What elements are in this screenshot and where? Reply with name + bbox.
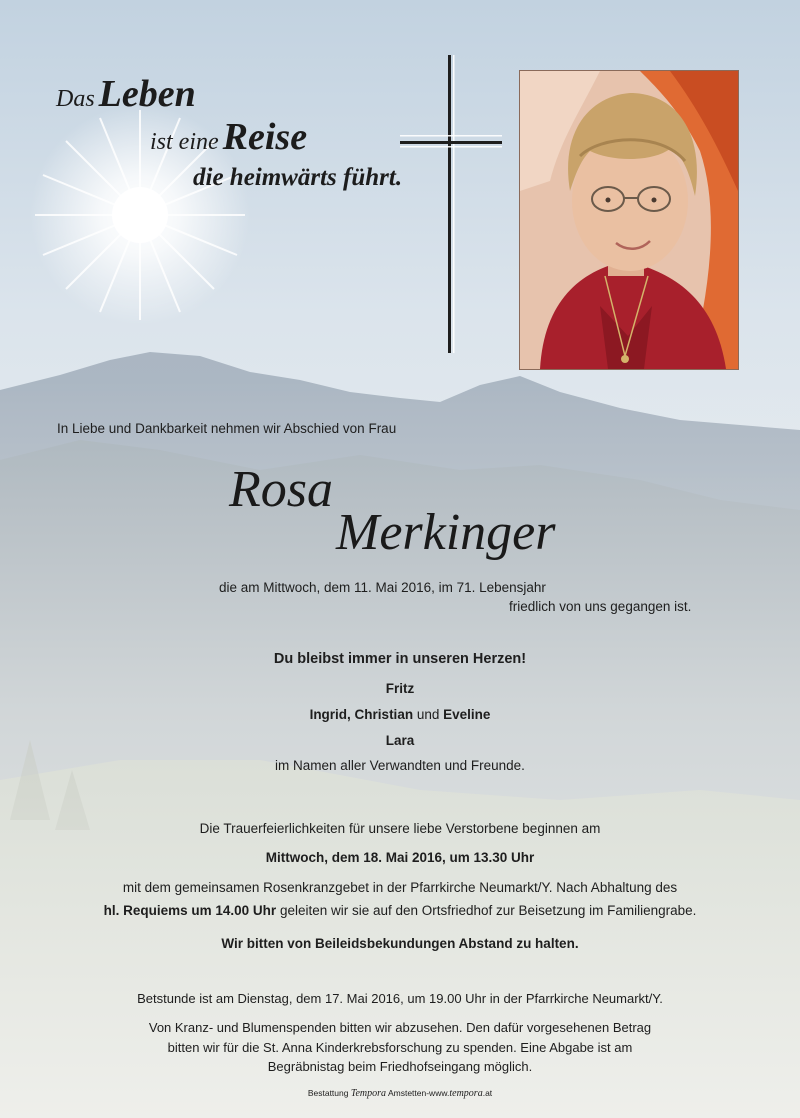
motto-line-2-prefix: ist eine xyxy=(150,129,219,155)
farewell-heading: Du bleibst immer in unseren Herzen! xyxy=(273,651,527,667)
footer-brand-url: tempora xyxy=(449,1088,483,1099)
mourner-line-4: im Namen aller Verwandten und Freunde. xyxy=(275,758,525,773)
condolence-note: Wir bitten von Beileidsbekundungen Abstand zu halten. xyxy=(221,936,579,951)
service-line-4-rest: geleiten wir sie auf den Ortsfriedhof zur Beisetzung im Familiengrabe. xyxy=(279,903,697,918)
footer-brand: Tempora xyxy=(350,1088,387,1099)
footer-middle: Amstetten-www. xyxy=(387,1088,450,1098)
motto-line-1-prefix: Das xyxy=(56,86,95,112)
requiem-time: hl. Requiems um 14.00 Uhr xyxy=(103,903,277,918)
service-line-3: mit dem gemeinsamen Rosenkranzgebet in der Pfarrkirche Neumarkt/Y. Nach Abhaltung des xyxy=(122,880,678,895)
mourner-conjunction: und xyxy=(416,707,440,722)
motto-line-2 xyxy=(150,115,307,159)
footer-prefix: Bestattung xyxy=(307,1088,349,1098)
deceased-last-name: Merkinger xyxy=(336,504,556,561)
prayer-hour: Betstunde ist am Dienstag, dem 17. Mai 2016, um 19.00 Uhr in der Pfarrkirche Neumarkt/Y. xyxy=(137,991,663,1006)
motto-line-1 xyxy=(56,72,196,116)
mourner-last-name: Eveline xyxy=(443,707,491,722)
motto-line-2-word: Reise xyxy=(222,116,308,158)
footer-suffix: .at xyxy=(482,1088,493,1098)
service-line-4 xyxy=(0,902,800,920)
footer-imprint xyxy=(0,1087,800,1100)
service-intro: Die Trauerfeierlichkeiten für unsere liebe Verstorbene beginnen am xyxy=(199,821,601,836)
service-date-time: Mittwoch, dem 18. Mai 2016, um 13.30 Uhr xyxy=(265,850,535,865)
cross-icon xyxy=(400,55,502,355)
death-notice-line-1: die am Mittwoch, dem 11. Mai 2016, im 71. Lebensjahr xyxy=(219,580,546,595)
mourner-line-3: Lara xyxy=(385,733,415,748)
portrait-photo xyxy=(519,70,739,370)
donation-line-3: Begräbnistag beim Friedhofseingang möglich. xyxy=(267,1059,533,1074)
deceased-first-name: Rosa xyxy=(229,461,333,518)
donation-line-2: bitten wir für die St. Anna Kinderkrebsforschung zu spenden. Eine Abgabe ist am xyxy=(167,1040,633,1055)
mourner-line-2 xyxy=(0,706,800,724)
mourner-line-1: Fritz xyxy=(385,681,415,696)
motto-line-3: die heimwärts führt. xyxy=(193,164,403,191)
intro-text: In Liebe und Dankbarkeit nehmen wir Abschied von Frau xyxy=(57,421,397,436)
death-notice-line-2: friedlich von uns gegangen ist. xyxy=(509,599,692,614)
motto-line-1-word: Leben xyxy=(98,73,196,115)
donation-line-1: Von Kranz- und Blumenspenden bitten wir abzusehen. Den dafür vorgesehenen Betrag xyxy=(148,1020,652,1035)
mourner-names: Ingrid, Christian xyxy=(309,707,414,722)
